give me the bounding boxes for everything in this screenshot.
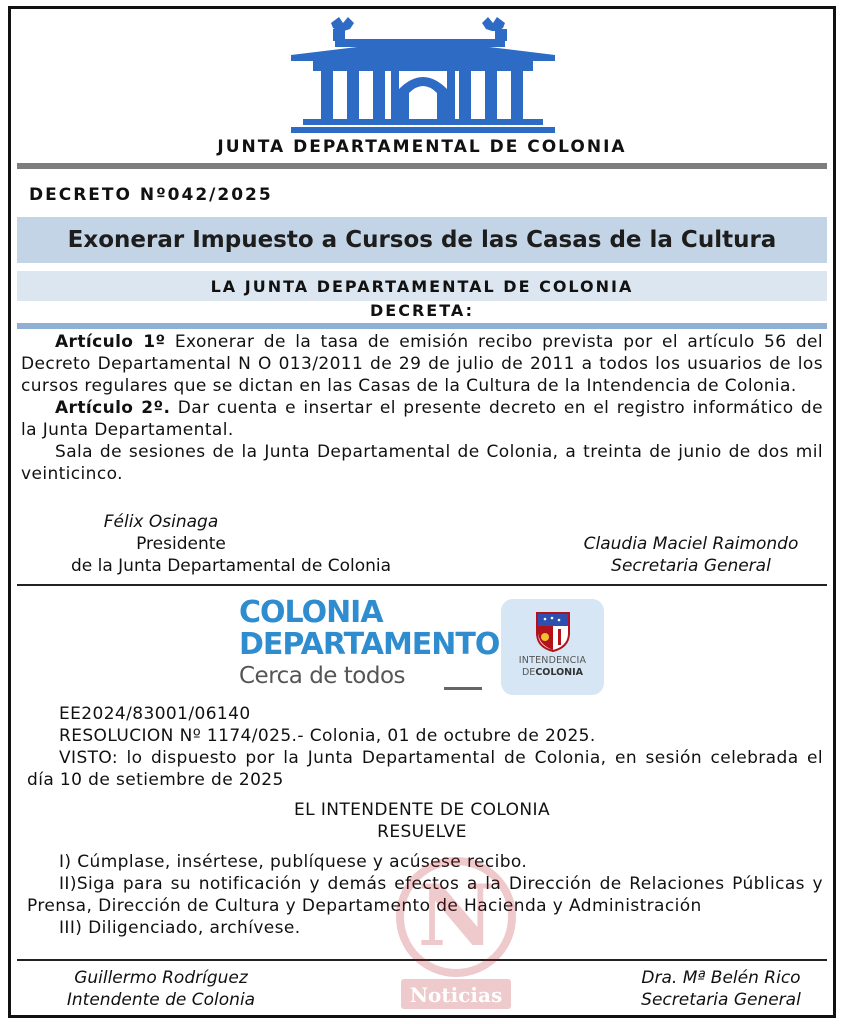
intendencia-badge bbox=[501, 599, 604, 695]
article-2-label: Artículo 2º. bbox=[55, 398, 171, 418]
junta-building-logo bbox=[273, 15, 573, 143]
badge-line-2: DECOLONIA bbox=[521, 667, 583, 678]
article-1-label: Artículo 1º bbox=[55, 332, 166, 352]
article-2 bbox=[21, 397, 823, 441]
svg-text:N: N bbox=[417, 866, 495, 965]
svg-text:Noticias: Noticias bbox=[409, 983, 503, 1007]
resolution-verb: RESUELVE bbox=[377, 822, 467, 842]
brand-dash bbox=[444, 687, 482, 690]
badge-line-1: INTENDENCIA bbox=[518, 655, 587, 666]
intendente-name: Guillermo Rodríguez bbox=[74, 968, 248, 988]
signature-intendente bbox=[31, 967, 291, 1011]
decree-closing: Sala de sesiones de la Junta Departamental de Colonia, a treinta de junio de dos mil veinticinco. bbox=[21, 442, 823, 484]
article-1 bbox=[21, 331, 823, 397]
president-org: de la Junta Departamental de Colonia bbox=[70, 556, 392, 576]
secretaria-name: Dra. Mª Belén Rico bbox=[641, 968, 801, 988]
document-page bbox=[8, 6, 836, 1018]
brand-line-1: COLONIA bbox=[239, 595, 383, 630]
signature-secretaria bbox=[611, 967, 831, 1011]
brand-tagline: Cerca de todos bbox=[239, 663, 406, 689]
secretaria-role: Secretaria General bbox=[641, 990, 801, 1010]
secretary-name: Claudia Maciel Raimondo bbox=[583, 534, 799, 554]
decree-subject: Exonerar Impuesto a Cursos de las Casas de la Cultura bbox=[17, 217, 827, 263]
resolution-authority-block bbox=[11, 799, 833, 843]
resolution-authority: EL INTENDENTE DE COLONIA bbox=[294, 800, 550, 820]
blue-divider bbox=[17, 323, 827, 329]
article-1-text: Exonerar de la tasa de emisión recibo prevista por el artículo 56 del Decreto Departamental N O 013/2011 de 29 de julio de 2011 a todos los usuarios de los cursos regulares que se dictan en las Casas de la Cultura de la Intendencia de Colonia. bbox=[21, 332, 823, 396]
signature-president bbox=[31, 511, 431, 577]
resolution-visto: VISTO: lo dispuesto por la Junta Departamental de Colonia, en sesión celebrada el día 10 de setiembre de 2025 bbox=[27, 748, 823, 790]
president-role: Presidente bbox=[136, 534, 226, 554]
secretary-role: Secretaria General bbox=[611, 556, 771, 576]
decree-number: DECRETO Nº042/2025 bbox=[29, 185, 273, 205]
decree-verb: DECRETA: bbox=[370, 301, 474, 320]
decree-body bbox=[21, 331, 823, 485]
brand-line-2: DEPARTAMENTO bbox=[239, 627, 500, 662]
section-divider bbox=[17, 584, 827, 586]
band-gap bbox=[17, 263, 827, 271]
shield-icon bbox=[535, 611, 571, 653]
resolution-number: RESOLUCION Nº 1174/025.- Colonia, 01 de octubre de 2025. bbox=[59, 726, 596, 746]
resolution-item-2: II)Siga para su notificación y demás efectos a la Dirección de Relaciones Públicas y Prensa, Dirección de Cultura y Departamento de Hacienda y Administración bbox=[27, 874, 823, 916]
resolution-item-1: I) Cúmplase, insértese, publíquese y acúsese recibo. bbox=[59, 852, 528, 872]
president-name: Félix Osinaga bbox=[103, 512, 219, 532]
header-title: JUNTA DEPARTAMENTAL DE COLONIA bbox=[217, 137, 627, 157]
header-divider bbox=[17, 163, 827, 169]
resolution-item-3: III) Diligenciado, archívese. bbox=[59, 918, 301, 938]
resolution-items bbox=[27, 851, 823, 939]
resolution-file: EE2024/83001/06140 bbox=[59, 704, 251, 724]
colonia-departamento-logo bbox=[239, 597, 499, 697]
intendente-role: Intendente de Colonia bbox=[66, 990, 256, 1010]
signature-secretary bbox=[551, 533, 831, 577]
resolution-header bbox=[27, 703, 823, 791]
footer-divider bbox=[17, 959, 827, 961]
article-2-text: Dar cuenta e insertar el presente decreto en el registro informático de la Junta Departamental. bbox=[21, 398, 823, 440]
decree-issuer: LA JUNTA DEPARTAMENTAL DE COLONIA bbox=[17, 271, 827, 301]
